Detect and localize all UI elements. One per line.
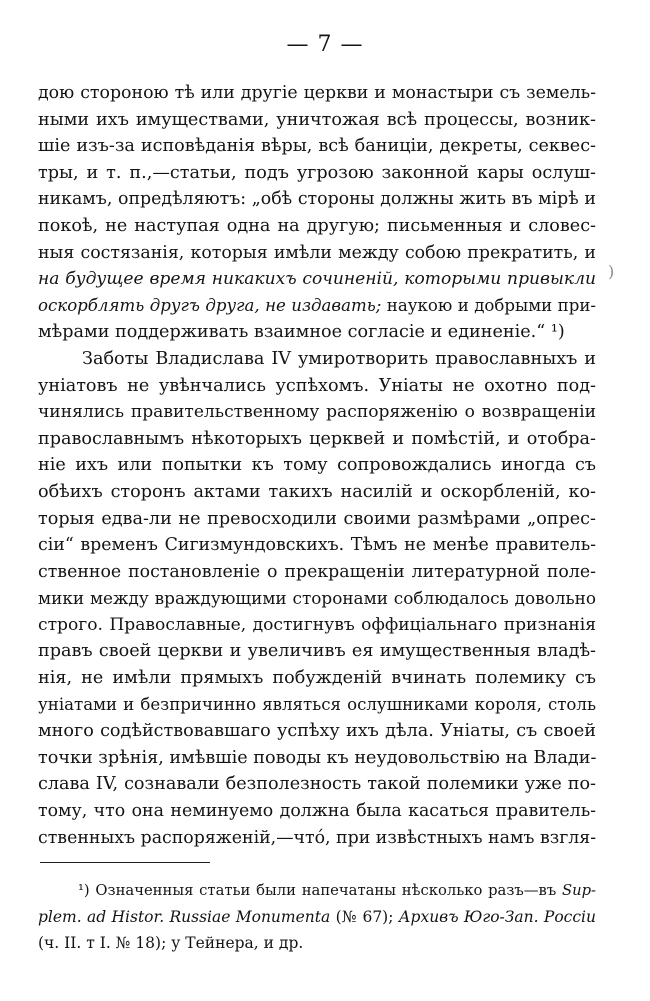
footnote-italic: Архивъ Юго-Зап. Россіи xyxy=(398,908,596,926)
text-line: дою стороною тѣ или другіе церкви и монастыри съ земель- xyxy=(38,83,596,103)
text-line: уніатами и безпричинно являться ослушниками короля, столь xyxy=(38,694,596,714)
text-line-italic xyxy=(38,266,596,293)
text-line: мики между враждующими сторонами соблюдалось довольно xyxy=(38,588,596,609)
text-line: много содѣйствовавшаго успѣху ихъ дѣла. Уніаты, съ своей xyxy=(38,721,596,742)
footnote-line: (ч. II. т I. № 18); у Тейнера, и др. xyxy=(38,934,304,952)
page-number: — 7 — xyxy=(286,32,364,57)
margin-mark: ) xyxy=(608,262,615,281)
text-line: чинялись правительственному распоряженію о возвращеніи xyxy=(38,402,596,423)
text-fragment: наукою и добрыми при- xyxy=(381,295,596,315)
text-line: мѣрами поддерживать взаимное согласіе и единеніе.“ ¹) xyxy=(38,322,565,343)
text-line-mixed xyxy=(38,293,596,320)
text-line: строго. Православные, достигнувъ оффиціальнаго признанія xyxy=(38,614,596,635)
text-line: слава IV, сознавали безполезность такой полемики уже по- xyxy=(38,774,596,795)
main-text xyxy=(38,80,596,851)
text-line: шіе изъ-за исповѣданія вѣры, всѣ баниціи, декреты, секвес- xyxy=(38,136,596,157)
footnote-divider xyxy=(40,862,210,863)
footnotes xyxy=(38,878,596,956)
text-line: ніе ихъ или попытки къ тому сопровождались иногда съ xyxy=(38,455,596,476)
text-line: ными ихъ имуществами, уничтожая всѣ процессы, возник- xyxy=(38,109,596,130)
footnote-line xyxy=(38,878,596,904)
text-line: тому, что она неминуемо должна была касаться правитель- xyxy=(38,801,596,822)
italic-quote: оскорблять другъ друга, не издавать; xyxy=(38,295,382,315)
text-line: обѣихъ сторонъ актами такихъ насилій и оскорбленій, ко- xyxy=(38,481,596,502)
text-line: православнымъ нѣкоторыхъ церквей и помѣстій, и отобра- xyxy=(38,428,596,449)
text-line: никамъ, опредѣляютъ: „обѣ стороны должны жить въ мірѣ и xyxy=(38,189,596,210)
footnote-line xyxy=(38,904,596,930)
italic-quote: на будущее время никакихъ сочиненій, которыми привыкли xyxy=(38,269,596,290)
text-line: нія, не имѣли прямыхъ побужденій вчинать полемику съ xyxy=(38,668,596,689)
text-line: точки зрѣнія, имѣвшіе поводы къ неудовольствію на Влади- xyxy=(38,747,597,768)
footnote-text: ¹) Означенныя статьи были напечатаны нѣсколько разъ—въ xyxy=(78,882,562,899)
text-line: тры, и т. п.,—статьи, подъ угрозою законной кары ослуш- xyxy=(38,162,596,183)
text-line: ственное постановленіе о прекращеніи литературной поле- xyxy=(38,561,596,582)
paragraph-start: Заботы Владислава IV умиротворить православныхъ и xyxy=(82,348,596,369)
text-line: торыя едва-ли не превосходили своими размѣрами „опрес- xyxy=(38,508,596,529)
text-line: уніатовъ не увѣнчались успѣхомъ. Уніаты не охотно под- xyxy=(38,375,596,396)
footnote-text: (№ 67); xyxy=(330,908,399,926)
footnote-italic: Sup- xyxy=(561,882,596,899)
text-line: правъ своей церкви и увеличивъ ея имущественныя владѣ- xyxy=(38,641,596,662)
text-line: ныя состязанія, которыя имѣли между собою прекратить, и xyxy=(38,242,596,263)
text-line: ственныхъ распоряженій,—чтó, при извѣстныхъ намъ взгля- xyxy=(38,827,597,848)
text-line: сіи“ временъ Сигизмундовскихъ. Тѣмъ не менѣе правитель- xyxy=(38,535,596,556)
text-line: покоѣ, не наступая одна на другую; письменныя и словес- xyxy=(38,215,596,236)
footnote-italic: plem. ad Histor. Russiae Monumenta xyxy=(38,908,331,926)
